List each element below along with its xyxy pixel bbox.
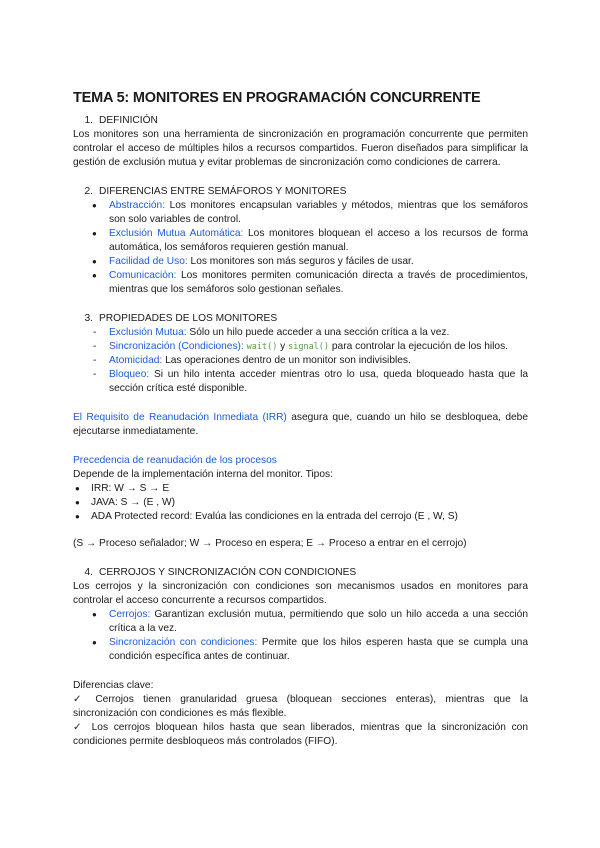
document-body (73, 89, 528, 749)
description: Cerrojos tienen granularidad gruesa (bloquean secciones enteras), mientras que la sincronización con condiciones es más flexible. (73, 694, 528, 719)
term: Abstracción: (109, 200, 166, 211)
signal-code: signal() (288, 342, 330, 352)
section-number: 3. (84, 313, 93, 324)
description: Garantizan exclusión mutua, permitiendo que solo un hilo acceda a una sección crítica a la vez. (109, 609, 528, 634)
description: Permite que los hilos esperen hasta que se cumpla una condición específica antes de continuar. (109, 637, 528, 662)
key-differences-heading: Diferencias clave: (73, 680, 154, 691)
section-1-paragraph: Los monitores son una herramienta de sincronización en programación concurrente que permiten controlar el acceso de múltiples hilos a recursos compartidos. Fueron diseñados para simplificar la gestión de exclusión mutua y evitar problemas de sincronización como condiciones de carrera. (73, 129, 528, 168)
list-item: ● ADA Protected record: Evalúa las condiciones en la entrada del cerrojo (E , W, S) (73, 510, 528, 524)
description: Sólo un hilo puede acceder a una sección crítica a la vez. (186, 327, 450, 338)
term: Exclusión Mutua: (109, 327, 187, 338)
description: Los monitores bloquean el acceso a los recursos de forma automática, los semáforos requieren gestión manual. (109, 228, 528, 253)
term: Cerrojos: (109, 609, 151, 620)
description: Las operaciones dentro de un monitor son indivisibles. (162, 355, 411, 366)
list-item (73, 368, 528, 396)
locks-list (73, 608, 528, 664)
precedence-list (73, 482, 528, 524)
list-item (73, 608, 528, 636)
checkmark-icon: ✓ (73, 694, 82, 705)
section-title: CERROJOS Y SINCRONIZACIÓN CON CONDICIONES (99, 567, 357, 578)
list-item (73, 636, 528, 664)
section-1-heading (73, 114, 528, 128)
section-number: 2. (84, 186, 93, 197)
properties-list (73, 326, 528, 396)
description: Los monitores son más seguros y fáciles de usar. (187, 256, 414, 267)
wait-code: wait() (246, 342, 278, 352)
term: Facilidad de Uso: (109, 256, 188, 267)
page-title: TEMA 5: MONITORES EN PROGRAMACIÓN CONCURRENTE (73, 90, 481, 106)
section-2-heading (73, 185, 528, 199)
description: Los monitores encapsulan variables y métodos, mientras que los semáforos son solo variables de control. (109, 200, 528, 225)
term: Exclusión Mutua Automática: (109, 228, 244, 239)
section-number: 1. (84, 115, 93, 126)
section-title: PROPIEDADES DE LOS MONITORES (99, 313, 278, 324)
differences-list (73, 199, 528, 297)
description: Los cerrojos bloquean hilos hasta que sean liberados, mientras que la sincronización con condiciones permite desbloqueos más controlados (FIFO). (73, 722, 528, 747)
term: Comunicación: (109, 270, 177, 281)
term: Atomicidad: (109, 355, 163, 366)
precedence-heading: Precedencia de reanudación de los procesos (73, 455, 277, 466)
section-title: DIFERENCIAS ENTRE SEMÁFOROS Y MONITORES (99, 186, 347, 197)
description: Si un hilo intenta acceder mientras otro lo usa, queda bloqueado hasta que la sección crítica esté disponible. (109, 369, 528, 394)
term: Bloqueo: (109, 369, 150, 380)
section-4-intro: Los cerrojos y la sincronización con condiciones son mecanismos usados en monitores para controlar el acceso concurrente a recursos compartidos. (73, 581, 528, 606)
description: para controlar la ejecución de los hilos. (329, 341, 508, 352)
section-4-heading (73, 566, 528, 580)
precedence-legend: (S → Proceso señalador; W → Proceso en espera; E → Proceso a entrar en el cerrojo) (73, 538, 467, 549)
list-item (73, 199, 528, 227)
checkmark-icon: ✓ (73, 722, 82, 733)
list-item (73, 255, 528, 269)
description: Los monitores permiten comunicación directa a través de procedimientos, mientras que los semáforos solo gestionan señales. (109, 270, 528, 295)
list-item (73, 354, 528, 368)
irr-paragraph (73, 411, 528, 439)
term: Sincronización con condiciones: (109, 637, 258, 648)
list-item (73, 269, 528, 297)
key-difference-item (73, 693, 528, 721)
irr-term: El Requisito de Reanudación Inmediata (IRR) (73, 412, 287, 423)
section-title: DEFINICIÓN (99, 115, 158, 126)
irr-text: asegura que, cuando un hilo se desbloquea, debe ejecutarse inmediatamente. (73, 412, 528, 437)
key-difference-item (73, 721, 528, 749)
section-number: 4. (84, 567, 93, 578)
term: Sincronización (Condiciones): (109, 341, 244, 352)
list-item (73, 326, 528, 340)
list-item (73, 227, 528, 255)
precedence-intro: Depende de la implementación interna del monitor. Tipos: (73, 469, 333, 480)
list-item (73, 340, 528, 354)
list-item: ● IRR: W → S → E (73, 482, 528, 496)
connector: y (277, 341, 289, 352)
section-3-heading (73, 312, 528, 326)
list-item: ● JAVA: S → (E , W) (73, 496, 528, 510)
